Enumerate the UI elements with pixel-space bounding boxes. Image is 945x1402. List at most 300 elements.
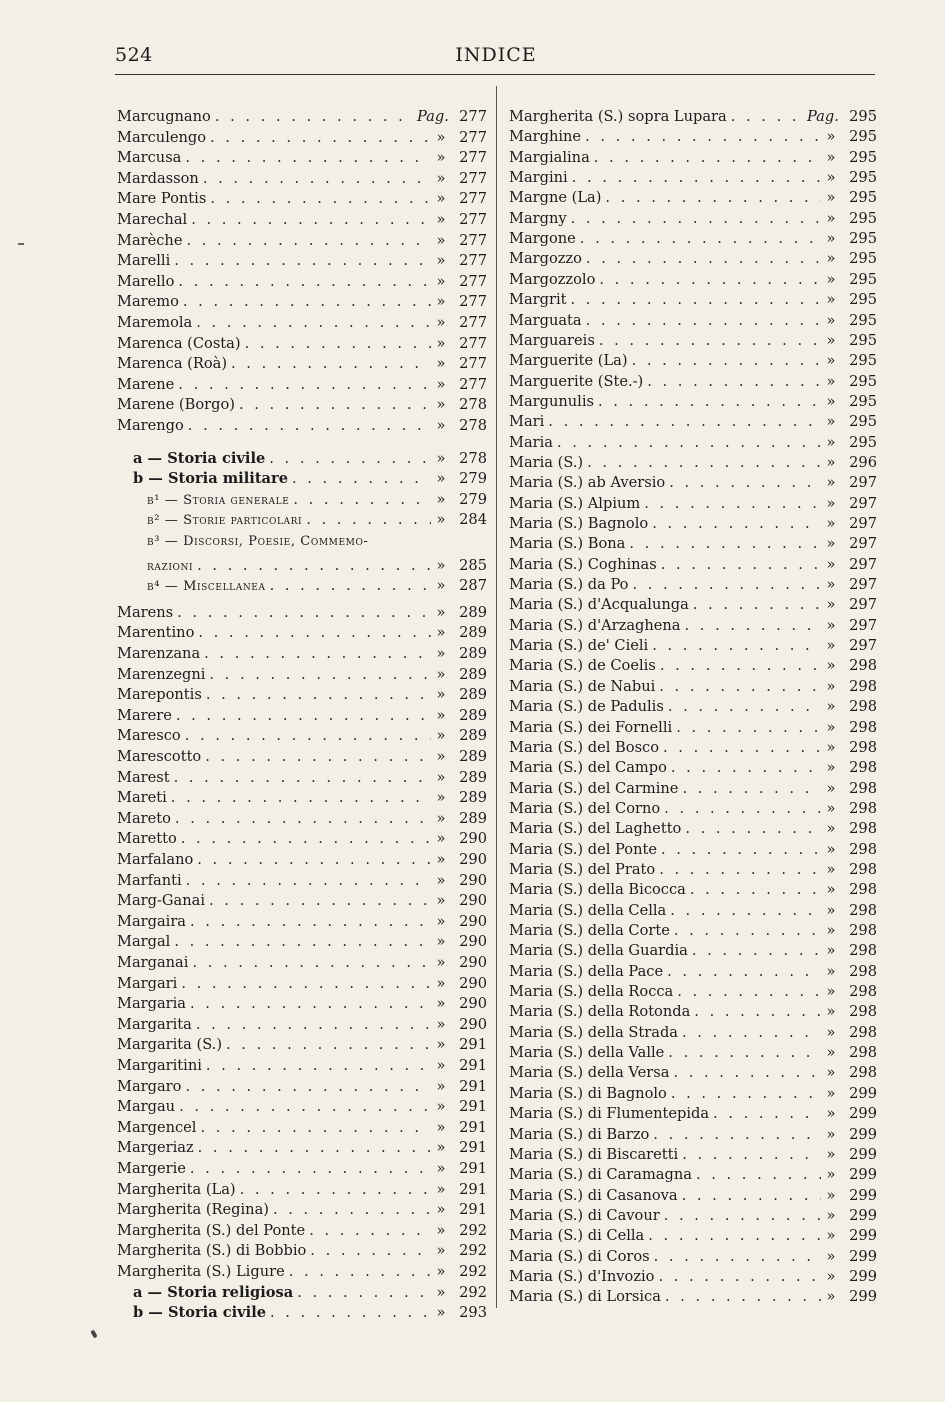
page-marker: »	[826, 148, 836, 166]
dot-leader	[192, 314, 431, 331]
index-entry	[509, 454, 877, 471]
page-reference: 297	[849, 555, 877, 573]
index-entry	[117, 1284, 487, 1301]
page-marker: »	[826, 453, 836, 471]
index-entry	[509, 1288, 877, 1305]
page-reference: 298	[849, 657, 877, 675]
page-reference: 291	[459, 1160, 487, 1177]
page-reference: 295	[849, 433, 877, 451]
page-header	[115, 44, 877, 74]
index-entry	[509, 515, 877, 532]
dot-leader	[660, 1207, 821, 1224]
index-entry	[117, 913, 487, 930]
dot-leader	[285, 1263, 431, 1280]
index-entry	[509, 780, 877, 797]
index-entry	[509, 657, 877, 674]
page-marker: »	[436, 449, 446, 467]
dot-leader	[227, 355, 431, 372]
page-marker: »	[826, 576, 836, 594]
dot-leader	[193, 851, 431, 868]
page-reference: 291	[459, 1118, 487, 1136]
dot-leader	[182, 232, 431, 249]
page-reference: 295	[849, 128, 877, 146]
entry-label: Maria (S.) della Versa	[509, 1064, 670, 1082]
entry-label: Margeriaz	[117, 1139, 194, 1157]
entry-label: Maria (S.) della Cella	[509, 901, 667, 919]
page-marker: »	[436, 912, 446, 930]
page-marker: »	[436, 1015, 446, 1033]
entry-label: Maria (S.) Bona	[509, 535, 626, 553]
page-reference: 277	[459, 375, 487, 393]
entry-label: Margozzo	[509, 250, 582, 268]
page-reference: 295	[849, 108, 877, 125]
index-entry	[117, 1181, 487, 1198]
entry-label: Maria (S.) della Rocca	[509, 983, 674, 1001]
index-entry	[117, 995, 487, 1012]
dot-leader	[678, 1146, 821, 1163]
dot-leader	[595, 271, 821, 288]
page-reference: 292	[459, 1263, 487, 1280]
page-reference: 297	[849, 637, 877, 655]
dot-leader	[175, 1098, 431, 1115]
page-reference: 287	[459, 577, 487, 595]
page-marker: »	[826, 596, 836, 614]
page-reference: 292	[459, 1221, 487, 1239]
entry-label: b² — Storie particolari	[147, 513, 303, 529]
index-entry	[509, 434, 877, 451]
dot-leader	[171, 810, 431, 827]
index-entry	[509, 1207, 877, 1224]
dot-leader	[186, 1160, 431, 1177]
page-marker: »	[436, 871, 446, 889]
page-marker: »	[826, 250, 836, 268]
index-entry	[509, 719, 877, 736]
dot-leader	[241, 335, 431, 352]
dot-leader	[173, 604, 431, 621]
page-marker: »	[826, 1288, 836, 1306]
dot-leader	[657, 556, 821, 573]
page-marker: »	[436, 830, 446, 848]
page-reference: 297	[849, 535, 877, 553]
entry-label: Maria (S.) di Caramagna	[509, 1166, 692, 1184]
entry-label: Margal	[117, 933, 171, 951]
dot-leader	[690, 1003, 821, 1020]
entry-label: Maria (S.) di Cavour	[509, 1206, 660, 1224]
page-marker: »	[436, 933, 446, 951]
index-entry	[509, 271, 877, 288]
page-reference: 290	[459, 995, 487, 1013]
index-entry	[509, 678, 877, 695]
entry-label: b — Storia civile	[133, 1304, 267, 1322]
page-reference: 295	[849, 148, 877, 166]
page-marker: »	[436, 577, 446, 595]
index-entry	[117, 892, 487, 909]
page-marker: »	[826, 494, 836, 512]
entry-label: Maria (S.) di Cella	[509, 1227, 645, 1245]
index-entry	[117, 933, 487, 950]
page-marker: »	[826, 820, 836, 838]
page-marker: »	[436, 748, 446, 765]
page-marker: »	[826, 331, 836, 349]
index-entry	[117, 511, 487, 528]
page-reference: 295	[849, 250, 877, 268]
page-reference: 295	[849, 413, 877, 431]
dot-leader	[205, 666, 431, 683]
index-entry	[117, 604, 487, 621]
dot-leader	[302, 511, 431, 528]
page-marker: »	[826, 352, 836, 370]
page-marker: »	[436, 603, 446, 621]
index-entry	[509, 576, 877, 593]
page-marker: »	[436, 665, 446, 683]
entry-label: Maria (S.) della Corte	[509, 922, 670, 939]
page-reference: 279	[459, 470, 487, 488]
index-entry	[509, 637, 877, 654]
index-entry	[509, 556, 877, 573]
index-entry	[509, 1085, 877, 1102]
page-reference: 299	[849, 1166, 877, 1184]
entry-label: Margherita (Regina)	[117, 1201, 269, 1219]
index-entry	[509, 474, 877, 491]
entry-label: Marene (Borgo)	[117, 396, 235, 414]
dot-leader	[181, 727, 431, 744]
entry-label: Maria (S.) del Prato	[509, 860, 656, 878]
entry-label: Marello	[117, 272, 175, 290]
page-marker: »	[436, 768, 446, 786]
page-marker: »	[826, 1064, 836, 1082]
dot-leader	[170, 933, 431, 950]
index-entry	[117, 534, 487, 549]
dot-leader	[709, 1105, 821, 1122]
index-entry	[117, 190, 487, 207]
index-entry	[117, 450, 487, 467]
index-entry	[117, 830, 487, 847]
entry-label: Margherita (S.) sopra Lupara	[509, 108, 727, 125]
page-marker: »	[826, 230, 836, 248]
index-entry	[509, 596, 877, 613]
page-reference: 291	[459, 1201, 487, 1219]
page-marker: »	[436, 851, 446, 868]
dot-leader	[678, 1024, 821, 1041]
page-marker: »	[826, 209, 836, 227]
dot-leader	[650, 1248, 821, 1265]
page-marker: »	[436, 314, 446, 331]
dot-leader	[194, 624, 431, 641]
entry-label: b⁴ — Miscellanea	[147, 579, 266, 595]
index-entry	[117, 108, 487, 125]
entry-label: Marepontis	[117, 686, 202, 704]
dot-leader	[187, 211, 431, 228]
dot-leader	[167, 789, 431, 806]
dot-leader	[265, 450, 431, 467]
page-reference: 290	[459, 830, 487, 848]
index-entry	[117, 396, 487, 413]
index-entry	[117, 1016, 487, 1033]
page-reference: 298	[849, 718, 877, 736]
page-reference: 290	[459, 974, 487, 992]
entry-label: Margau	[117, 1098, 176, 1116]
dot-leader	[566, 291, 821, 308]
page-marker: »	[436, 190, 446, 208]
page-marker: »	[826, 372, 836, 390]
page-reference: 290	[459, 871, 487, 889]
page-reference: 277	[459, 169, 487, 187]
page-marker: »	[436, 1263, 446, 1280]
entry-label: Margencel	[117, 1118, 197, 1136]
index-entry	[117, 727, 487, 744]
dot-leader	[590, 149, 821, 166]
entry-label: Margherita (La)	[117, 1180, 236, 1198]
page-reference: 298	[849, 962, 877, 980]
page-reference: 278	[459, 396, 487, 414]
page-reference: 298	[849, 922, 877, 939]
entry-label: Maria (S.) de Padulis	[509, 698, 664, 716]
entry-label: Marguerite (Ste.-)	[509, 372, 644, 390]
entry-label: Maria (S.) di Barzo	[509, 1125, 650, 1143]
entry-label: Maria (S.) di Flumentepida	[509, 1105, 710, 1123]
index-entry	[509, 230, 877, 247]
page-marker: »	[436, 1304, 446, 1322]
page-marker: »	[436, 789, 446, 807]
page-marker: »	[436, 624, 446, 642]
page-reference: 290	[459, 954, 487, 971]
index-entry	[509, 1166, 877, 1183]
entry-label: razioni	[147, 558, 194, 574]
page-reference: 298	[849, 759, 877, 777]
entry-label: Margaira	[117, 912, 187, 930]
page-marker: »	[826, 1084, 836, 1102]
index-entry	[509, 963, 877, 980]
page-reference: 298	[849, 779, 877, 797]
page-reference: 277	[459, 355, 487, 373]
page-marker: »	[826, 270, 836, 288]
page-marker: »	[436, 706, 446, 724]
index-entry	[117, 666, 487, 683]
page-reference: 296	[849, 453, 877, 471]
index-entry	[509, 1268, 877, 1285]
page-marker: »	[826, 1206, 836, 1224]
dot-leader	[688, 942, 821, 959]
index-entry	[509, 881, 877, 898]
page-marker: »	[436, 1201, 446, 1219]
entry-label: Marfalano	[117, 851, 194, 868]
page-marker: »	[436, 355, 446, 373]
entry-label: Marenzegni	[117, 665, 206, 683]
page-marker: »	[826, 555, 836, 573]
entry-label: Marguerite (La)	[509, 352, 628, 370]
entry-label: Maria (S.) de Nabui	[509, 677, 656, 695]
page-reference: 299	[849, 1186, 877, 1204]
running-title: INDICE	[455, 44, 537, 66]
index-entry	[117, 1119, 487, 1136]
entry-label: Maria (S.) della Bicocca	[509, 881, 686, 899]
index-entry	[509, 983, 877, 1000]
page-reference: 298	[849, 860, 877, 878]
page-reference: 295	[849, 230, 877, 248]
page-reference: 299	[849, 1206, 877, 1224]
index-entry	[509, 1024, 877, 1041]
index-entry	[117, 376, 487, 393]
entry-label: Maria (S.)	[509, 453, 584, 471]
page-reference: 292	[459, 1242, 487, 1260]
page-reference: 295	[849, 270, 877, 288]
page-reference: 277	[459, 211, 487, 228]
entry-label: Margne (La)	[509, 189, 602, 207]
index-entry	[509, 312, 877, 329]
page-marker: »	[826, 799, 836, 817]
entry-label: Margaritini	[117, 1057, 202, 1074]
page-marker: »	[436, 169, 446, 187]
page-marker: »	[826, 983, 836, 1001]
dot-leader	[681, 820, 821, 837]
entry-label: Maria (S.) di Casanova	[509, 1186, 678, 1204]
index-entry	[509, 108, 877, 125]
page-reference: 289	[459, 748, 487, 765]
page-marker: »	[826, 474, 836, 492]
entry-label: Marcusa	[117, 149, 182, 167]
index-entry	[509, 820, 877, 837]
page-marker: »	[826, 657, 836, 675]
page-marker: »	[826, 189, 836, 207]
dot-leader	[269, 1201, 431, 1218]
page-reference: 298	[849, 881, 877, 899]
entry-label: Mareto	[117, 809, 171, 827]
index-entry	[509, 535, 877, 552]
entry-label: Maria (S.) di Biscaretti	[509, 1145, 679, 1163]
index-entry	[117, 355, 487, 372]
dot-leader	[181, 149, 431, 166]
index-entry	[509, 1146, 877, 1163]
index-entry	[509, 373, 877, 390]
dot-leader	[206, 129, 431, 146]
index-entry	[117, 975, 487, 992]
page-reference: 291	[459, 1077, 487, 1095]
dot-leader	[174, 376, 431, 393]
entry-label: b¹ — Storia generale	[147, 492, 290, 508]
index-entry	[509, 128, 877, 145]
index-entry	[117, 170, 487, 187]
page-reference: 290	[459, 1015, 487, 1033]
index-entry	[117, 1222, 487, 1239]
page-reference: 277	[459, 252, 487, 270]
index-entry	[509, 495, 877, 512]
entry-label: Marfanti	[117, 871, 182, 889]
page-reference: 277	[459, 314, 487, 331]
page-reference: 289	[459, 603, 487, 621]
index-entry	[509, 1248, 877, 1265]
page-marker: »	[826, 1105, 836, 1123]
entry-label: Maria (S.) dei Fornelli	[509, 718, 673, 736]
page-reference: 298	[849, 698, 877, 716]
page-marker: »	[436, 511, 446, 529]
page-reference: 298	[849, 799, 877, 817]
index-entry	[509, 1126, 877, 1143]
dot-leader	[236, 1181, 431, 1198]
dot-leader	[655, 678, 821, 695]
dot-leader	[660, 800, 821, 817]
entry-label: Maria (S.) della Strada	[509, 1023, 679, 1041]
page-reference: 299	[849, 1105, 877, 1123]
page-marker: »	[826, 860, 836, 878]
page-marker: »	[436, 1242, 446, 1260]
page-reference: 298	[849, 901, 877, 919]
page-reference: 285	[459, 556, 487, 574]
entry-label: Marens	[117, 603, 174, 621]
page-marker: »	[436, 375, 446, 393]
index-entry	[509, 149, 877, 166]
entry-label: Maria (S.) Bagnolo	[509, 515, 649, 532]
dot-leader	[656, 657, 821, 674]
page-reference: 277	[459, 231, 487, 249]
entry-label: Margny	[509, 209, 567, 227]
page-reference: 299	[849, 1267, 877, 1285]
entry-label: Marcugnano	[117, 108, 211, 125]
dot-leader	[211, 108, 413, 125]
dot-leader	[186, 913, 431, 930]
entry-label: Marene	[117, 375, 175, 393]
entry-label: Mari	[509, 413, 545, 431]
entry-label: Maria (S.) de Coelis	[509, 657, 656, 675]
page-marker: »	[436, 1180, 446, 1198]
page-reference: 298	[849, 820, 877, 838]
dot-leader	[661, 1288, 821, 1305]
entry-label: Marèche	[117, 231, 183, 249]
page-reference: 289	[459, 789, 487, 807]
index-entry	[117, 129, 487, 146]
index-entry	[509, 861, 877, 878]
index-entry	[117, 1201, 487, 1218]
page-marker: »	[436, 1098, 446, 1116]
page-marker: »	[436, 1160, 446, 1177]
dot-leader	[664, 698, 821, 715]
dot-leader	[177, 830, 431, 847]
page-marker: »	[436, 334, 446, 352]
dot-leader	[306, 1242, 431, 1259]
index-entry	[117, 872, 487, 889]
page-reference: 279	[459, 490, 487, 508]
entry-label: Maretto	[117, 830, 177, 848]
index-entry	[509, 1044, 877, 1061]
entry-label: Margaro	[117, 1077, 182, 1095]
page-marker: »	[826, 1023, 836, 1041]
entry-label: Marenzana	[117, 645, 201, 662]
dot-leader	[665, 474, 821, 491]
page-marker: »	[436, 1036, 446, 1054]
page-number: 524	[115, 44, 153, 66]
entry-label: Marengo	[117, 417, 184, 434]
page-reference: 277	[459, 128, 487, 146]
entry-label: Marghine	[509, 128, 582, 146]
dot-leader	[648, 637, 821, 654]
page-reference: 295	[849, 311, 877, 329]
dot-leader	[648, 515, 821, 532]
entry-label: Mardasson	[117, 169, 199, 187]
page-reference: 289	[459, 768, 487, 786]
dot-leader	[182, 872, 431, 889]
index-entry	[117, 252, 487, 269]
page-marker: »	[826, 881, 836, 899]
page-reference: 299	[849, 1227, 877, 1245]
page-marker: Pag.	[417, 108, 449, 125]
page-reference: 278	[459, 417, 487, 434]
page-marker: »	[826, 698, 836, 716]
entry-label: Margari	[117, 974, 178, 992]
page-marker: »	[436, 1057, 446, 1074]
page-marker: »	[436, 231, 446, 249]
page-marker: »	[826, 413, 836, 431]
entry-label: Maria (S.) d'Acqualunga	[509, 596, 689, 614]
entry-label: Margone	[509, 230, 576, 248]
